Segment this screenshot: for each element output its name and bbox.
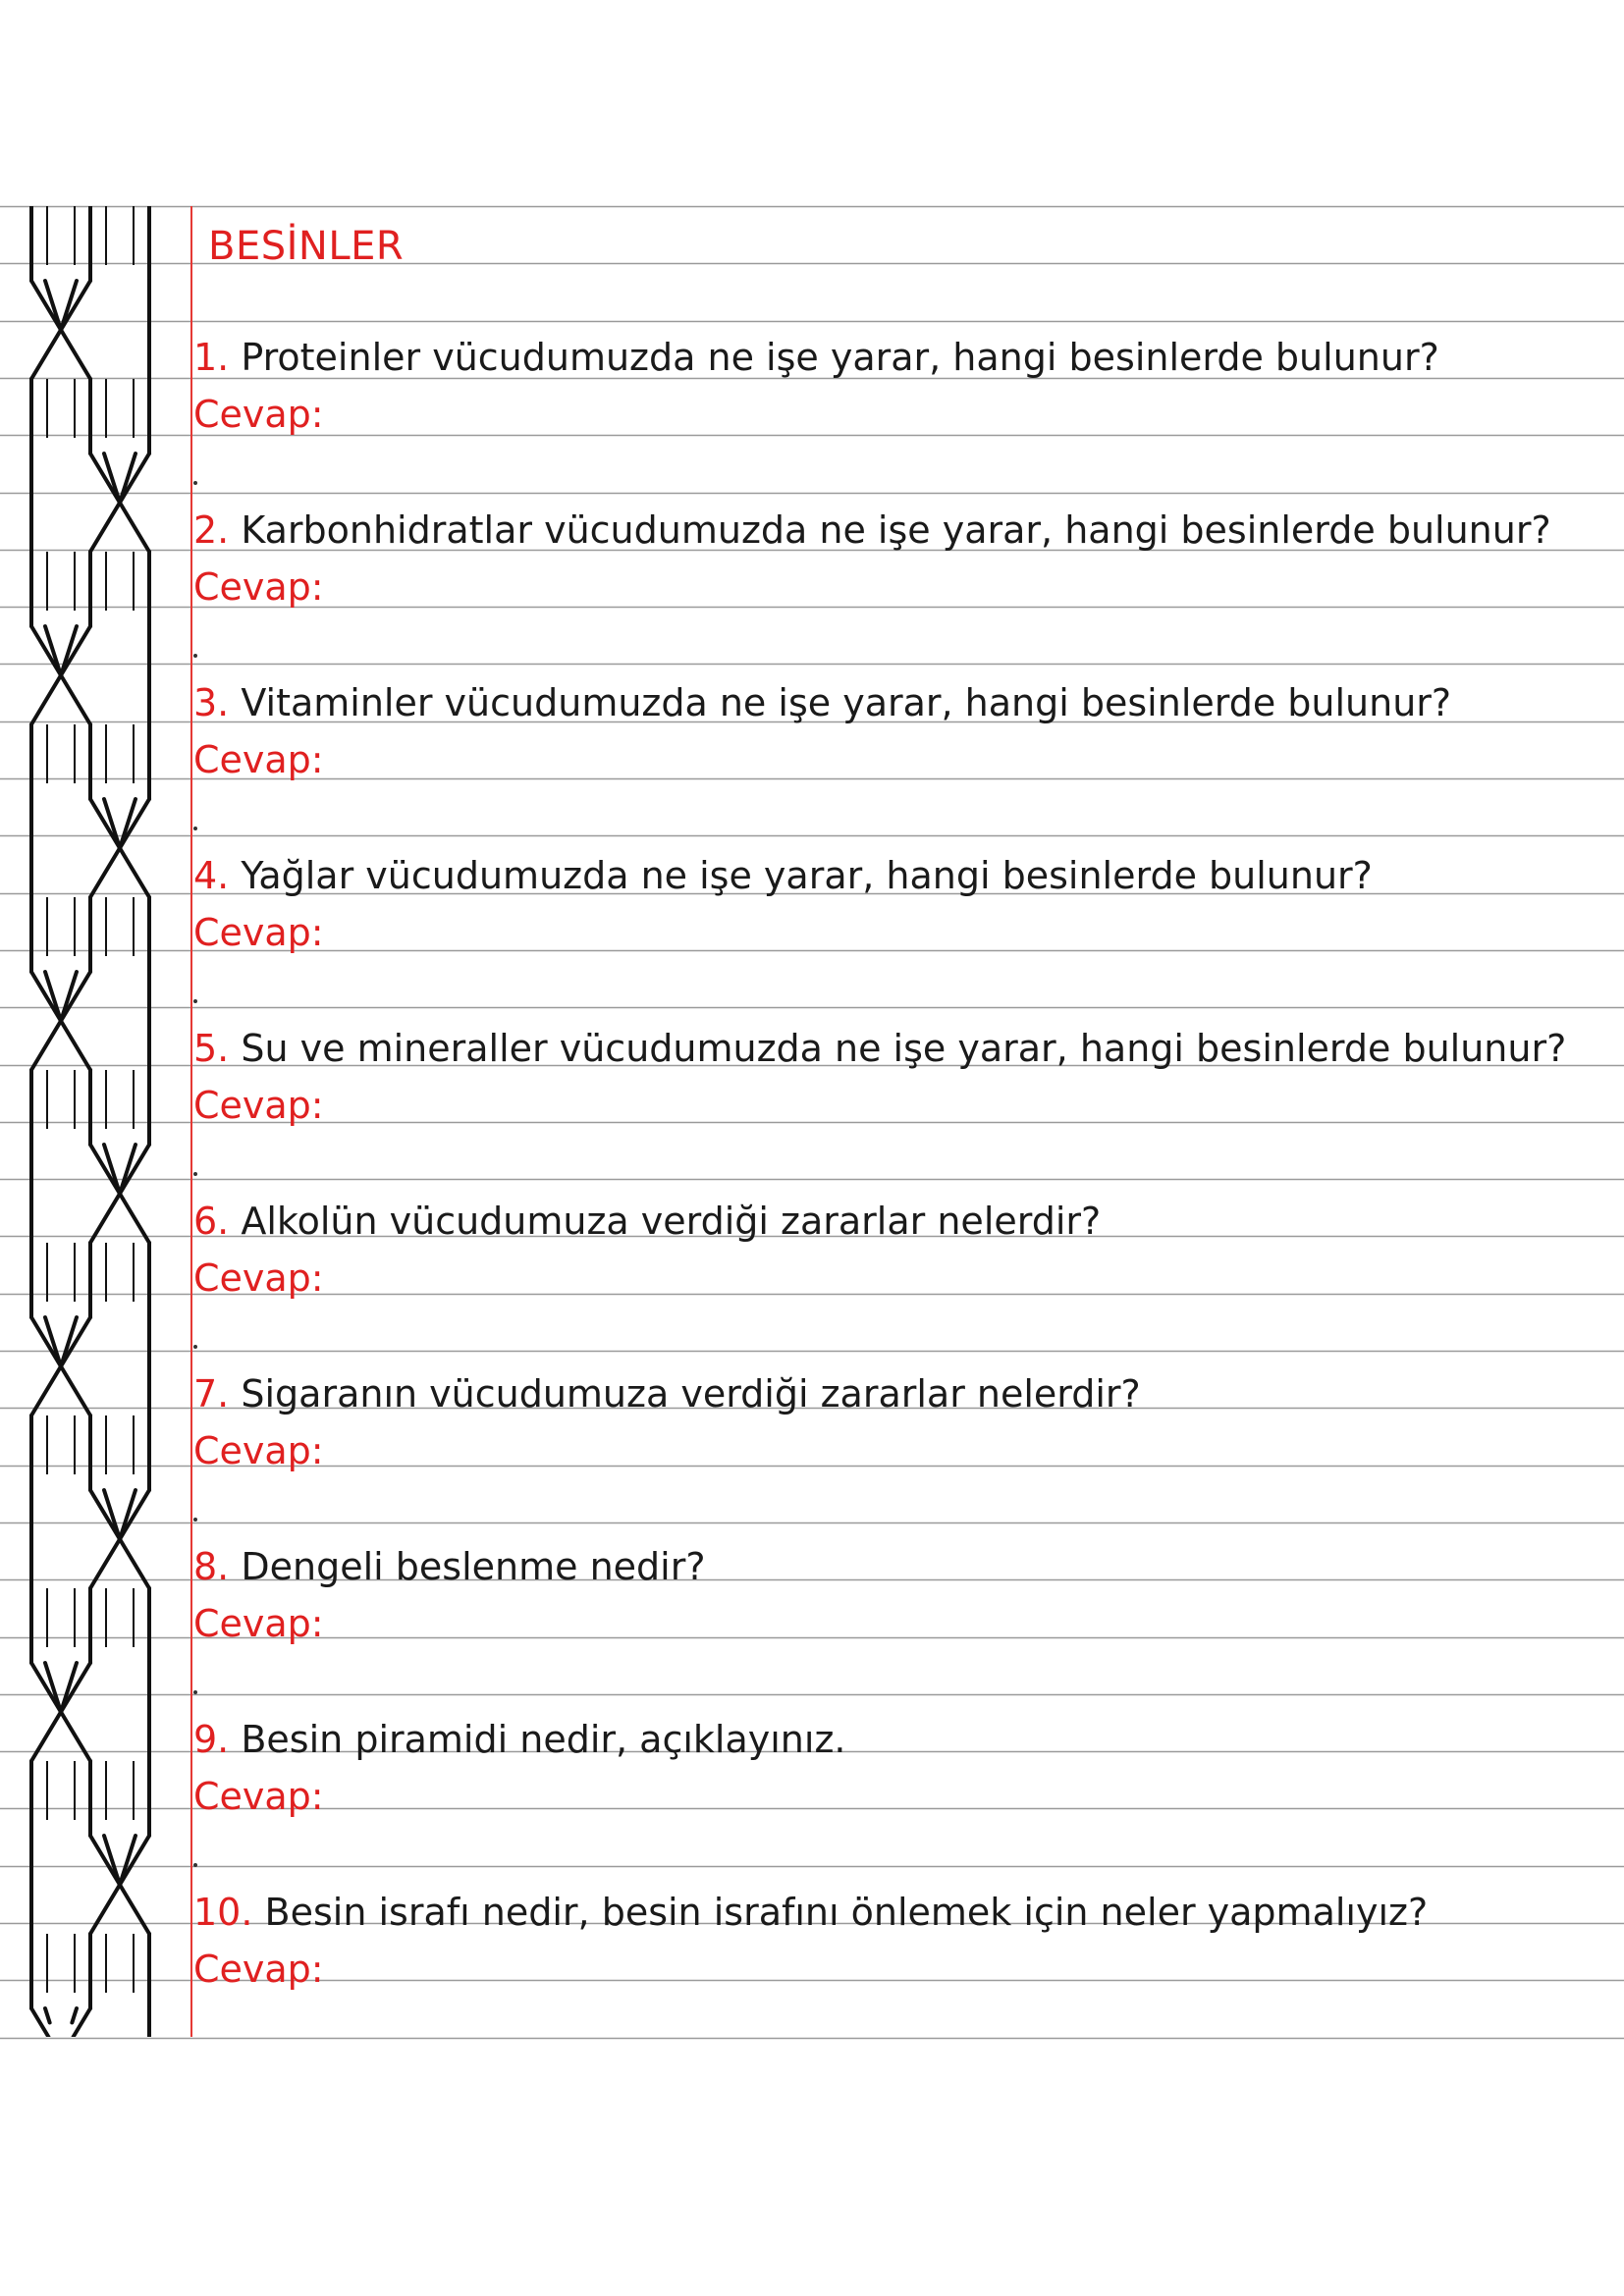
question-text: Besin piramidi nedir, açıklayınız. (241, 1718, 846, 1761)
question-number: 3. (193, 681, 230, 724)
braid-border-decoration (0, 206, 190, 2037)
question-5 (193, 1027, 1566, 1070)
answer-label: Cevap: (193, 565, 324, 609)
answer-line-dot (193, 1345, 197, 1349)
worksheet-title: BESİNLER (208, 224, 405, 269)
question-text: Vitaminler vücudumuzda ne işe yarar, hangi besinlerde bulunur? (241, 681, 1452, 724)
question-text: Besin israfı nedir, besin israfını önlemek için neler yapmalıyız? (264, 1891, 1429, 1934)
answer-line-dot (193, 1863, 197, 1867)
question-text: Karbonhidratlar vücudumuzda ne işe yarar, hangi besinlerde bulunur? (241, 508, 1551, 552)
braid-strand (45, 2008, 50, 2023)
question-number: 9. (193, 1718, 230, 1761)
question-text: Su ve mineraller vücudumuzda ne işe yarar, hangi besinlerde bulunur? (241, 1027, 1567, 1070)
question-8 (193, 1545, 706, 1588)
answer-label: Cevap: (193, 1948, 324, 1991)
question-3 (193, 681, 1451, 724)
question-text: Yağlar vücudumuzda ne işe yarar, hangi besinlerde bulunur? (241, 854, 1373, 897)
answer-label: Cevap: (193, 1084, 324, 1127)
answer-line-dot (193, 999, 197, 1003)
question-number: 8. (193, 1545, 230, 1588)
question-number: 1. (193, 336, 230, 379)
braid-strand (72, 2008, 77, 2023)
question-number: 6. (193, 1200, 230, 1243)
question-6 (193, 1200, 1101, 1243)
answer-label: Cevap: (193, 393, 324, 436)
question-text: Proteinler vücudumuzda ne işe yarar, hangi besinlerde bulunur? (241, 336, 1439, 379)
answer-line-dot (193, 654, 197, 658)
answer-line-dot (193, 1518, 197, 1522)
question-number: 7. (193, 1372, 230, 1415)
question-number: 2. (193, 508, 230, 552)
question-text: Dengeli beslenme nedir? (241, 1545, 706, 1588)
question-1 (193, 336, 1439, 379)
answer-label: Cevap: (193, 1256, 324, 1300)
answer-line-dot (193, 481, 197, 485)
answer-label: Cevap: (193, 1429, 324, 1472)
red-margin-line (190, 206, 192, 2037)
question-number: 4. (193, 854, 230, 897)
question-number: 10. (193, 1891, 253, 1934)
question-text: Sigaranın vücudumuza verdiği zararlar nelerdir? (241, 1372, 1141, 1415)
question-number: 5. (193, 1027, 230, 1070)
answer-line-dot (193, 1690, 197, 1694)
answer-line-dot (193, 1172, 197, 1176)
answer-label: Cevap: (193, 1775, 324, 1818)
question-10 (193, 1891, 1428, 1934)
question-7 (193, 1372, 1141, 1415)
answer-line-dot (193, 827, 197, 830)
answer-label: Cevap: (193, 1602, 324, 1645)
question-2 (193, 508, 1551, 552)
question-text: Alkolün vücudumuza verdiği zararlar nelerdir? (241, 1200, 1102, 1243)
answer-label: Cevap: (193, 911, 324, 954)
question-9 (193, 1718, 845, 1761)
question-4 (193, 854, 1373, 897)
answer-label: Cevap: (193, 738, 324, 781)
